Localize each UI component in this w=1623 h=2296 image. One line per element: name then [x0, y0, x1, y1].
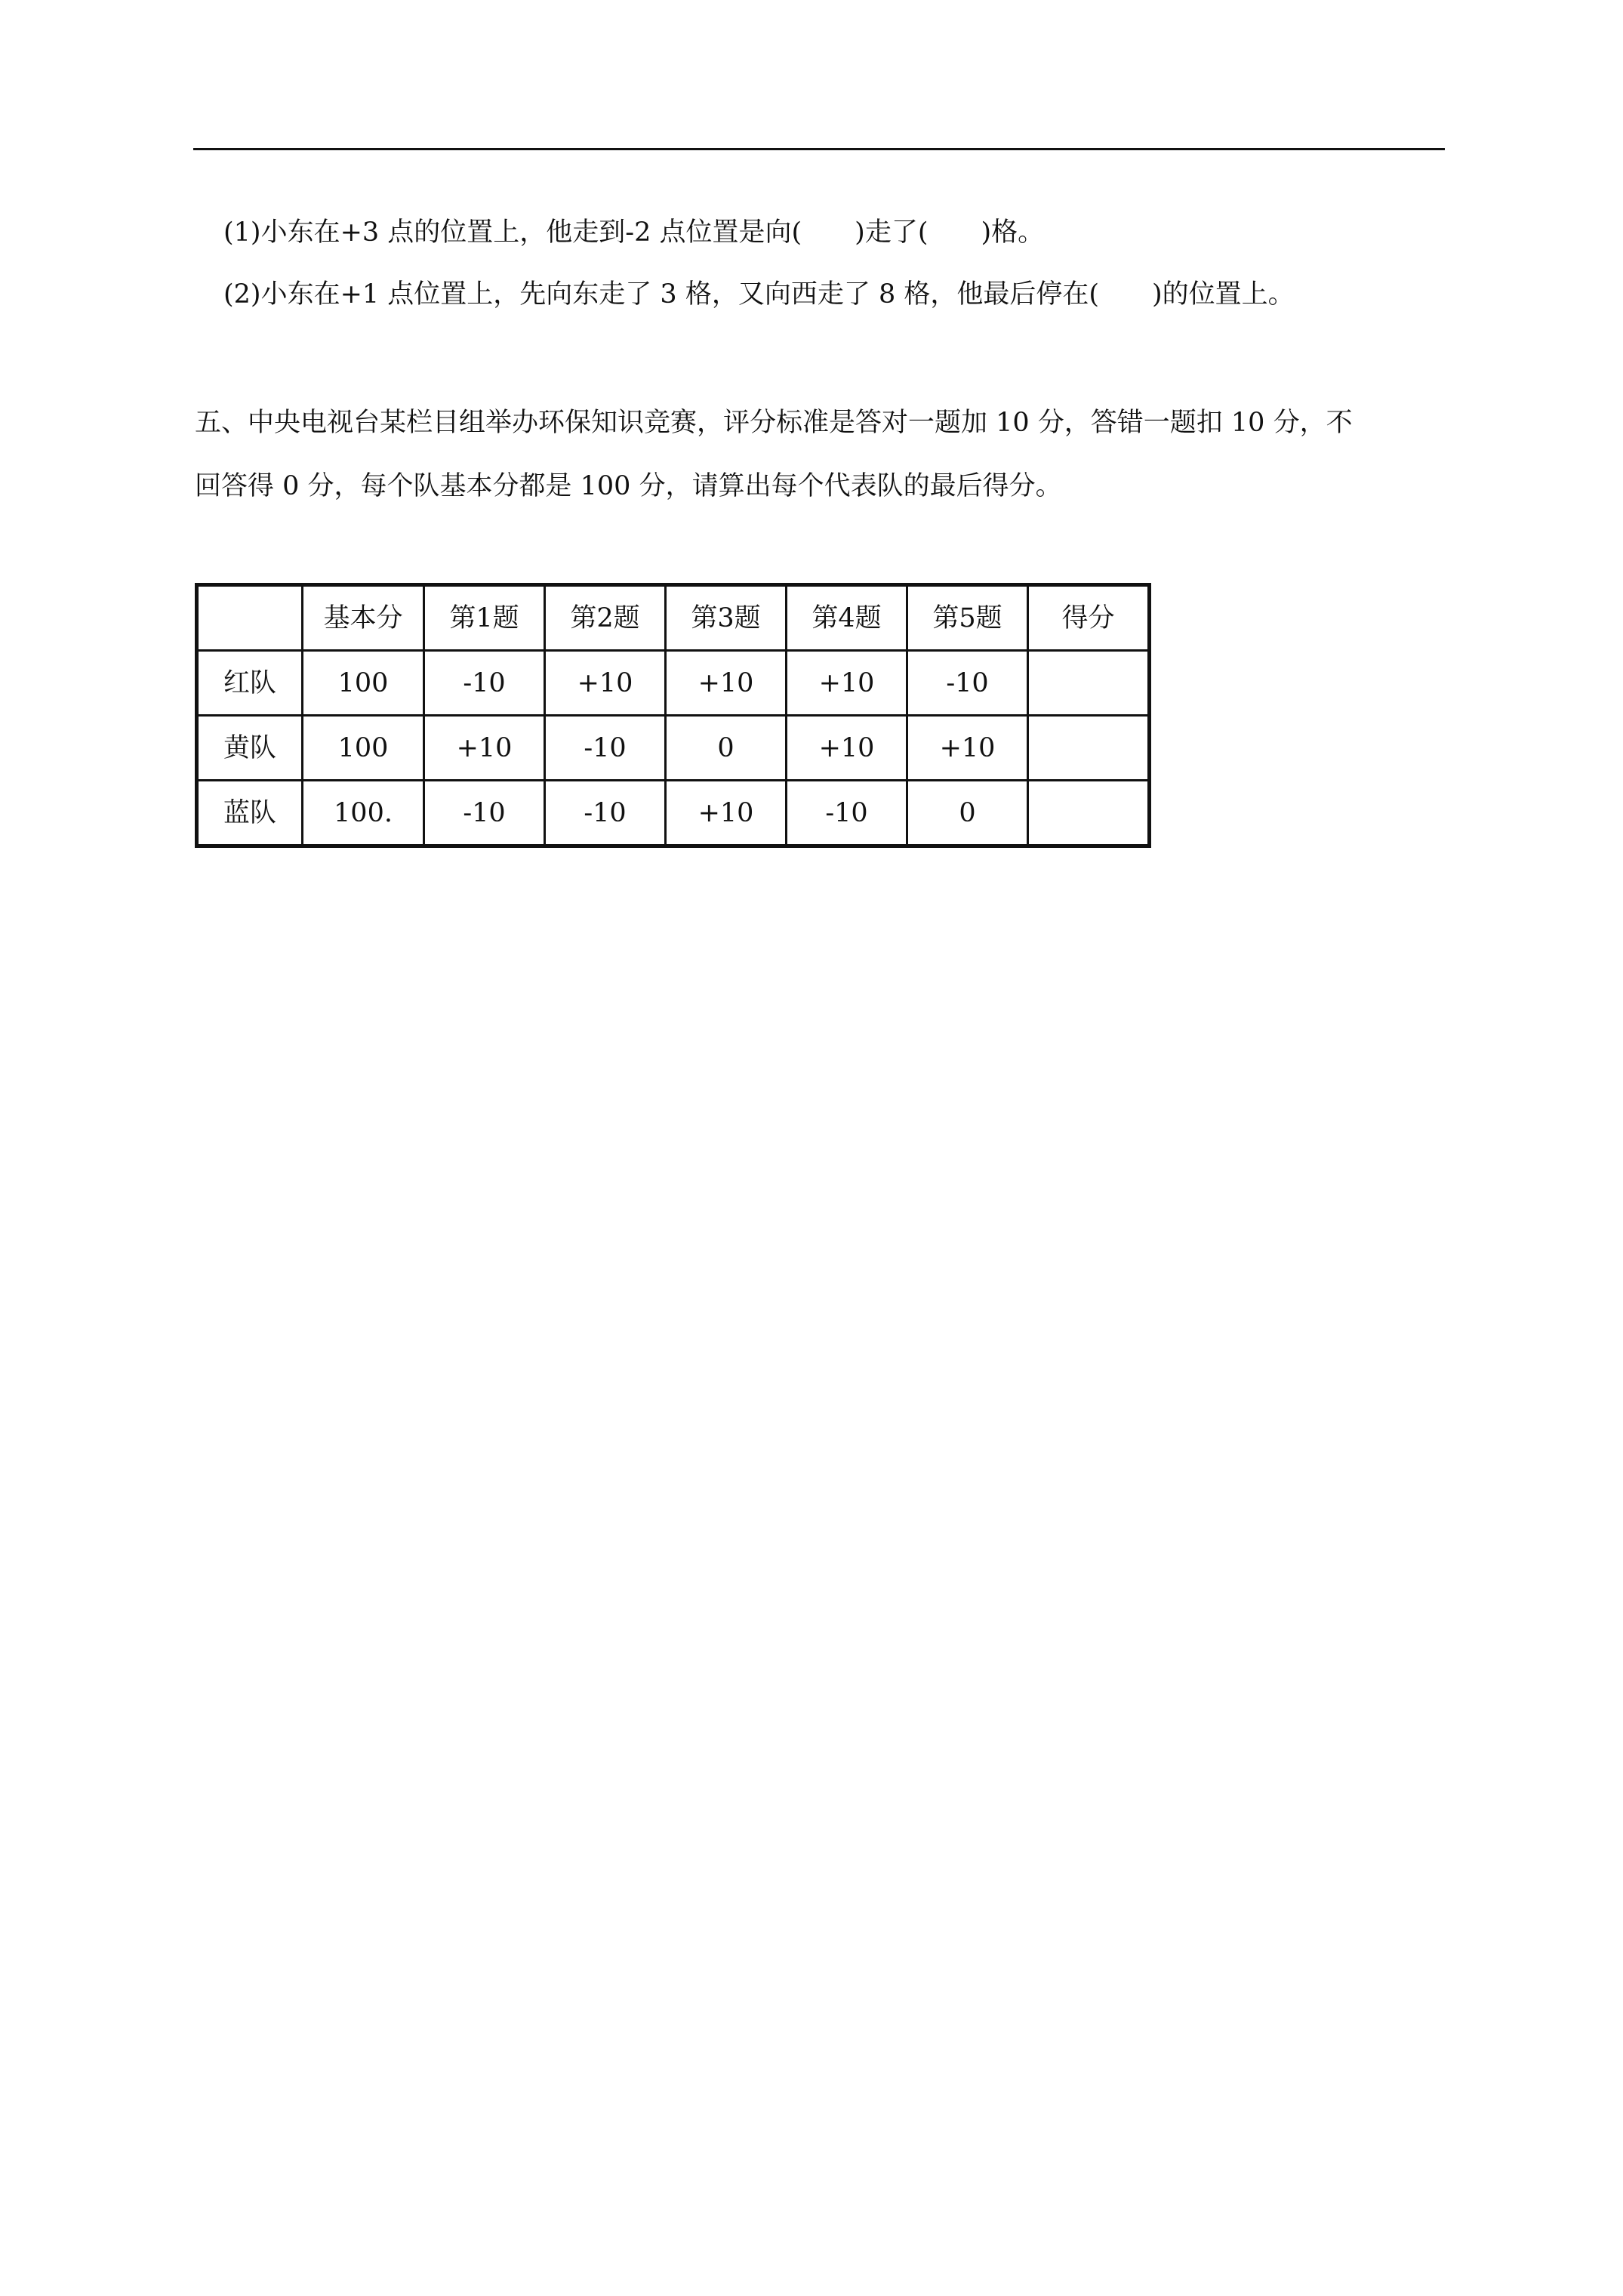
header-cell-q5: 第5题 — [907, 585, 1028, 651]
problem-5-line-2: 回答得 0 分，每个队基本分都是 100 分，请算出每个代表队的最后得分。 — [195, 471, 1062, 501]
question-1: (1)小东在+3 点的位置上，他走到-2 点位置是向( )走了( )格。 — [223, 217, 1045, 248]
question-score-cell: +10 — [424, 716, 545, 781]
header-cell-q4: 第4题 — [787, 585, 907, 651]
header-rule — [193, 148, 1445, 150]
question-score-cell: +10 — [666, 781, 787, 846]
header-cell-q3: 第3题 — [666, 585, 787, 651]
total-score-cell — [1028, 781, 1150, 846]
problem-5-line-1: 五、中央电视台某栏目组举办环保知识竞赛，评分标准是答对一题加 10 分，答错一题扣 10 分，不 — [195, 408, 1353, 438]
question-score-cell: +10 — [907, 716, 1028, 781]
question-score-cell: -10 — [907, 651, 1028, 716]
table-row — [197, 781, 1150, 846]
question-2: (2)小东在+1 点位置上，先向东走了 3 格，又向西走了 8 格，他最后停在( )的位置上。 — [223, 279, 1295, 310]
header-cell-q2: 第2题 — [545, 585, 666, 651]
base-score-cell: 100 — [303, 716, 424, 781]
team-name-cell: 红队 — [197, 651, 303, 716]
question-score-cell: +10 — [787, 716, 907, 781]
table-header-row — [197, 585, 1150, 651]
base-score-cell: 100 — [303, 651, 424, 716]
question-score-cell: 0 — [907, 781, 1028, 846]
total-score-cell — [1028, 651, 1150, 716]
question-score-cell: +10 — [545, 651, 666, 716]
header-cell-q1: 第1题 — [424, 585, 545, 651]
question-score-cell: -10 — [424, 651, 545, 716]
score-table — [195, 583, 1151, 848]
question-score-cell: +10 — [787, 651, 907, 716]
question-score-cell: -10 — [545, 716, 666, 781]
base-score-cell: 100. — [303, 781, 424, 846]
question-score-cell: +10 — [666, 651, 787, 716]
header-cell-empty — [197, 585, 303, 651]
team-name-cell: 蓝队 — [197, 781, 303, 846]
team-name-cell: 黄队 — [197, 716, 303, 781]
table-row — [197, 651, 1150, 716]
header-cell-total: 得分 — [1028, 585, 1150, 651]
question-score-cell: -10 — [787, 781, 907, 846]
question-score-cell: -10 — [424, 781, 545, 846]
total-score-cell — [1028, 716, 1150, 781]
header-cell-base: 基本分 — [303, 585, 424, 651]
question-score-cell: 0 — [666, 716, 787, 781]
table-row — [197, 716, 1150, 781]
question-score-cell: -10 — [545, 781, 666, 846]
